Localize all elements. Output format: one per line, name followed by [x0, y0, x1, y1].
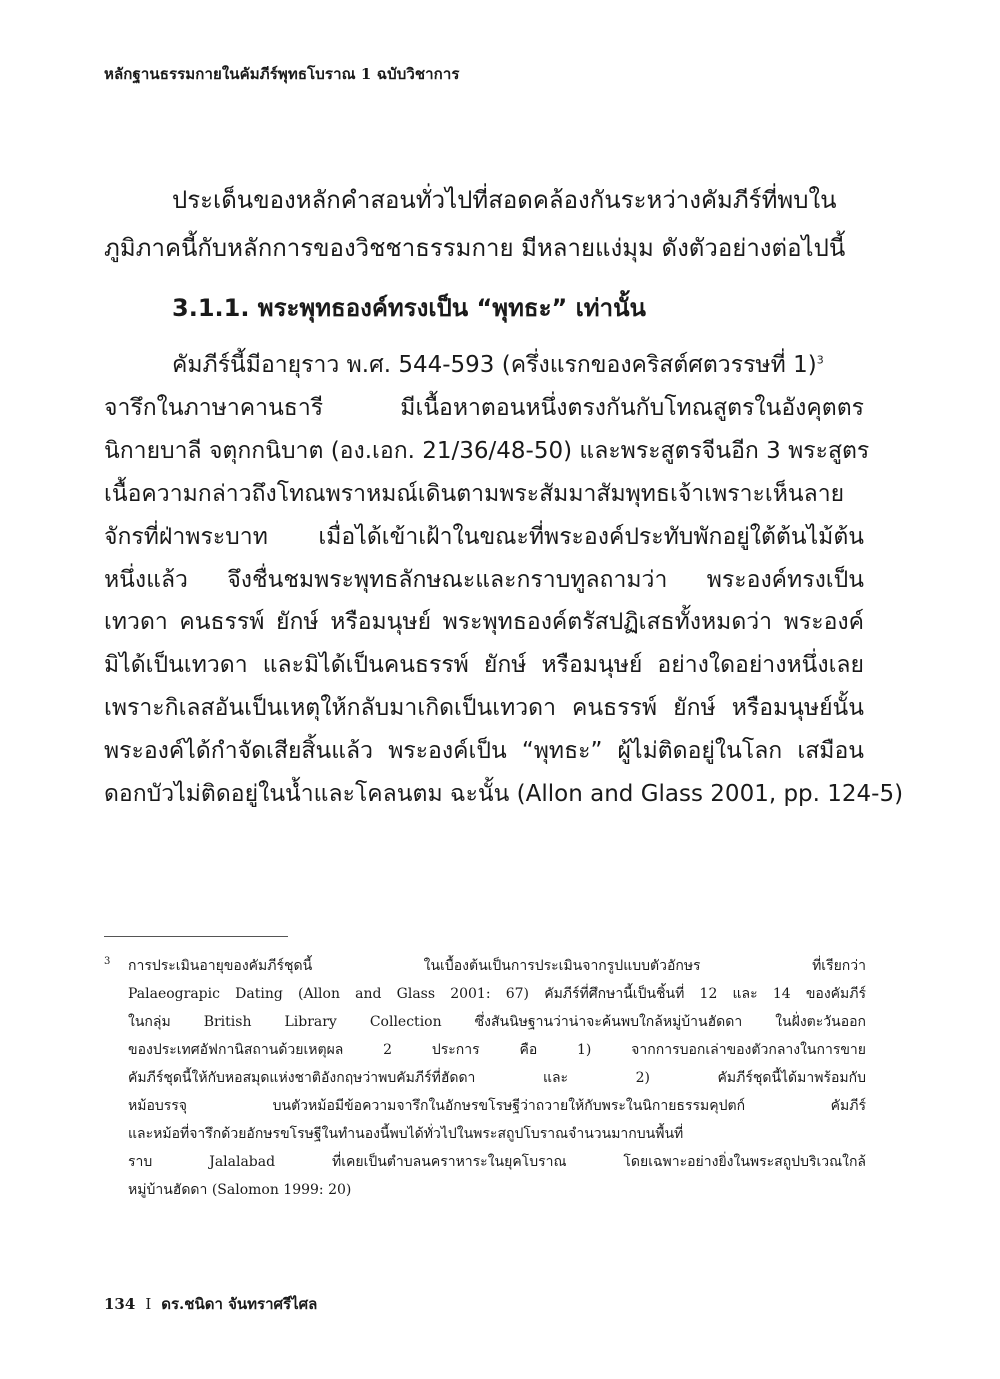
- page-footer: [104, 1292, 317, 1316]
- body-line: พระองค์ได้กำจัดเสียสิ้นแล้ว พระองค์เป็น “พุทธะ” ผู้ไม่ติดอยู่ในโลก เสมือน: [104, 738, 864, 765]
- footnote-line: ของประเทศอัฟกานิสถานด้วยเหตุผล 2 ประการ คือ 1) จากการบอกเล่าของตัวกลางในการขาย: [128, 1042, 866, 1058]
- body-line: ดอกบัวไม่ติดอยู่ในน้ำและโคลนตม ฉะนั้น (Allon and Glass 2001, pp. 124-5): [104, 781, 904, 808]
- body-first-line-text: คัมภีร์นี้มีอายุราว พ.ศ. 544-593 (ครึ่งแรกของคริสต์ศตวรรษที่ 1): [172, 352, 817, 378]
- page-number: 134: [104, 1295, 136, 1313]
- body-line: จารึกในภาษาคานธารี มีเนื้อหาตอนหนึ่งตรงกันกับโทณสูตรในอังคุตตร: [104, 394, 864, 421]
- body-line: เนื้อความกล่าวถึงโทณพราหมณ์เดินตามพระสัมมาสัมพุทธเจ้าเพราะเห็นลาย: [104, 480, 845, 507]
- footnote-reference[interactable]: 3: [816, 353, 824, 367]
- body-line: เทวดา คนธรรพ์ ยักษ์ หรือมนุษย์ พระพุทธองค์ตรัสปฏิเสธทั้งหมดว่า พระองค์: [104, 609, 864, 636]
- body-line: จักรที่ฝ่าพระบาท เมื่อได้เข้าเฝ้าในขณะที่พระองค์ประทับพักอยู่ใต้ต้นไม้ต้น: [104, 523, 864, 550]
- footnote-line: และหม้อที่จารึกด้วยอักษรขโรษฐีในทำนองนี้พบได้ทั่วไปในพระสถูปโบราณจำนวนมากบนพื้นที่: [128, 1126, 684, 1142]
- footnote-line: หมู่บ้านฮัดดา (Salomon 1999: 20): [128, 1182, 352, 1198]
- footnote-line: ราบ Jalalabad ที่เคยเป็นตำบลนคราหาระในยุคโบราณ โดยเฉพาะอย่างยิ่งในพระสถูปบริเวณใกล้: [128, 1154, 866, 1170]
- body-line: นิกายบาลี จตุกกนิบาต (อง.เอก. 21/36/48-50) และพระสูตรจีนอีก 3 พระสูตร: [104, 437, 870, 464]
- body-paragraph: [104, 344, 904, 816]
- footnote-line: หม้อบรรจุ บนตัวหม้อมีข้อความจารึกในอักษรขโรษฐีว่าถวายให้กับพระในนิกายธรรมคุปตก์ คัมภีร์: [128, 1098, 866, 1114]
- footnote: [104, 952, 866, 1204]
- author-name: ดร.ชนิดา จันทราศรีไศล: [161, 1295, 318, 1313]
- footnote-number: 3: [104, 956, 111, 967]
- footnote-text: [128, 952, 866, 1204]
- body-line: มิได้เป็นเทวดา และมิได้เป็นคนธรรพ์ ยักษ์ หรือมนุษย์ อย่างใดอย่างหนึ่งเลย: [104, 652, 864, 679]
- intro-line: ประเด็นของหลักคำสอนทั่วไปที่สอดคล้องกันระหว่างคัมภีร์ที่พบใน: [172, 186, 837, 214]
- body-line: เพราะกิเลสอันเป็นเหตุให้กลับมาเกิดเป็นเทวดา คนธรรพ์ ยักษ์ หรือมนุษย์นั้น: [104, 695, 864, 722]
- intro-line: ภูมิภาคนี้กับหลักการของวิชชาธรรมกาย มีหลายแง่มุม ดังตัวอย่างต่อไปนี้: [104, 234, 846, 262]
- section-heading: 3.1.1. พระพุทธองค์ทรงเป็น “พุทธะ” เท่านั้น: [172, 294, 646, 322]
- body-line: หนึ่งแล้ว จึงชื่นชมพระพุทธลักษณะและกราบทูลถามว่า พระองค์ทรงเป็น: [104, 566, 864, 593]
- footnote-divider: [104, 936, 288, 937]
- footnote-line: การประเมินอายุของคัมภีร์ชุดนี้ ในเบื้องต้นเป็นการประเมินจากรูปแบบตัวอักษร ที่เรียกว่า: [128, 958, 866, 974]
- running-header: หลักฐานธรรมกายในคัมภีร์พุทธโบราณ 1 ฉบับวิชาการ: [104, 65, 460, 83]
- body-first-line: [104, 344, 864, 387]
- footer-separator: I: [145, 1295, 152, 1313]
- footnote-line: Palaeograpic Dating (Allon and Glass 2001: 67) คัมภีร์ที่ศึกษานี้เป็นชิ้นที่ 12 และ 14 ของคัมภีร์: [128, 986, 866, 1002]
- footnote-line: คัมภีร์ชุดนี้ให้กับหอสมุดแห่งชาติอังกฤษว่าพบคัมภีร์ที่ฮัดดา และ 2) คัมภีร์ชุดนี้ได้มาพร้อมกับ: [128, 1070, 866, 1086]
- intro-paragraph: [104, 176, 864, 272]
- footnote-line: ในกลุ่ม British Library Collection ซึ่งสันนิษฐานว่าน่าจะค้นพบใกล้หมู่บ้านฮัดดา ในฝั่งตะวันออก: [128, 1014, 866, 1030]
